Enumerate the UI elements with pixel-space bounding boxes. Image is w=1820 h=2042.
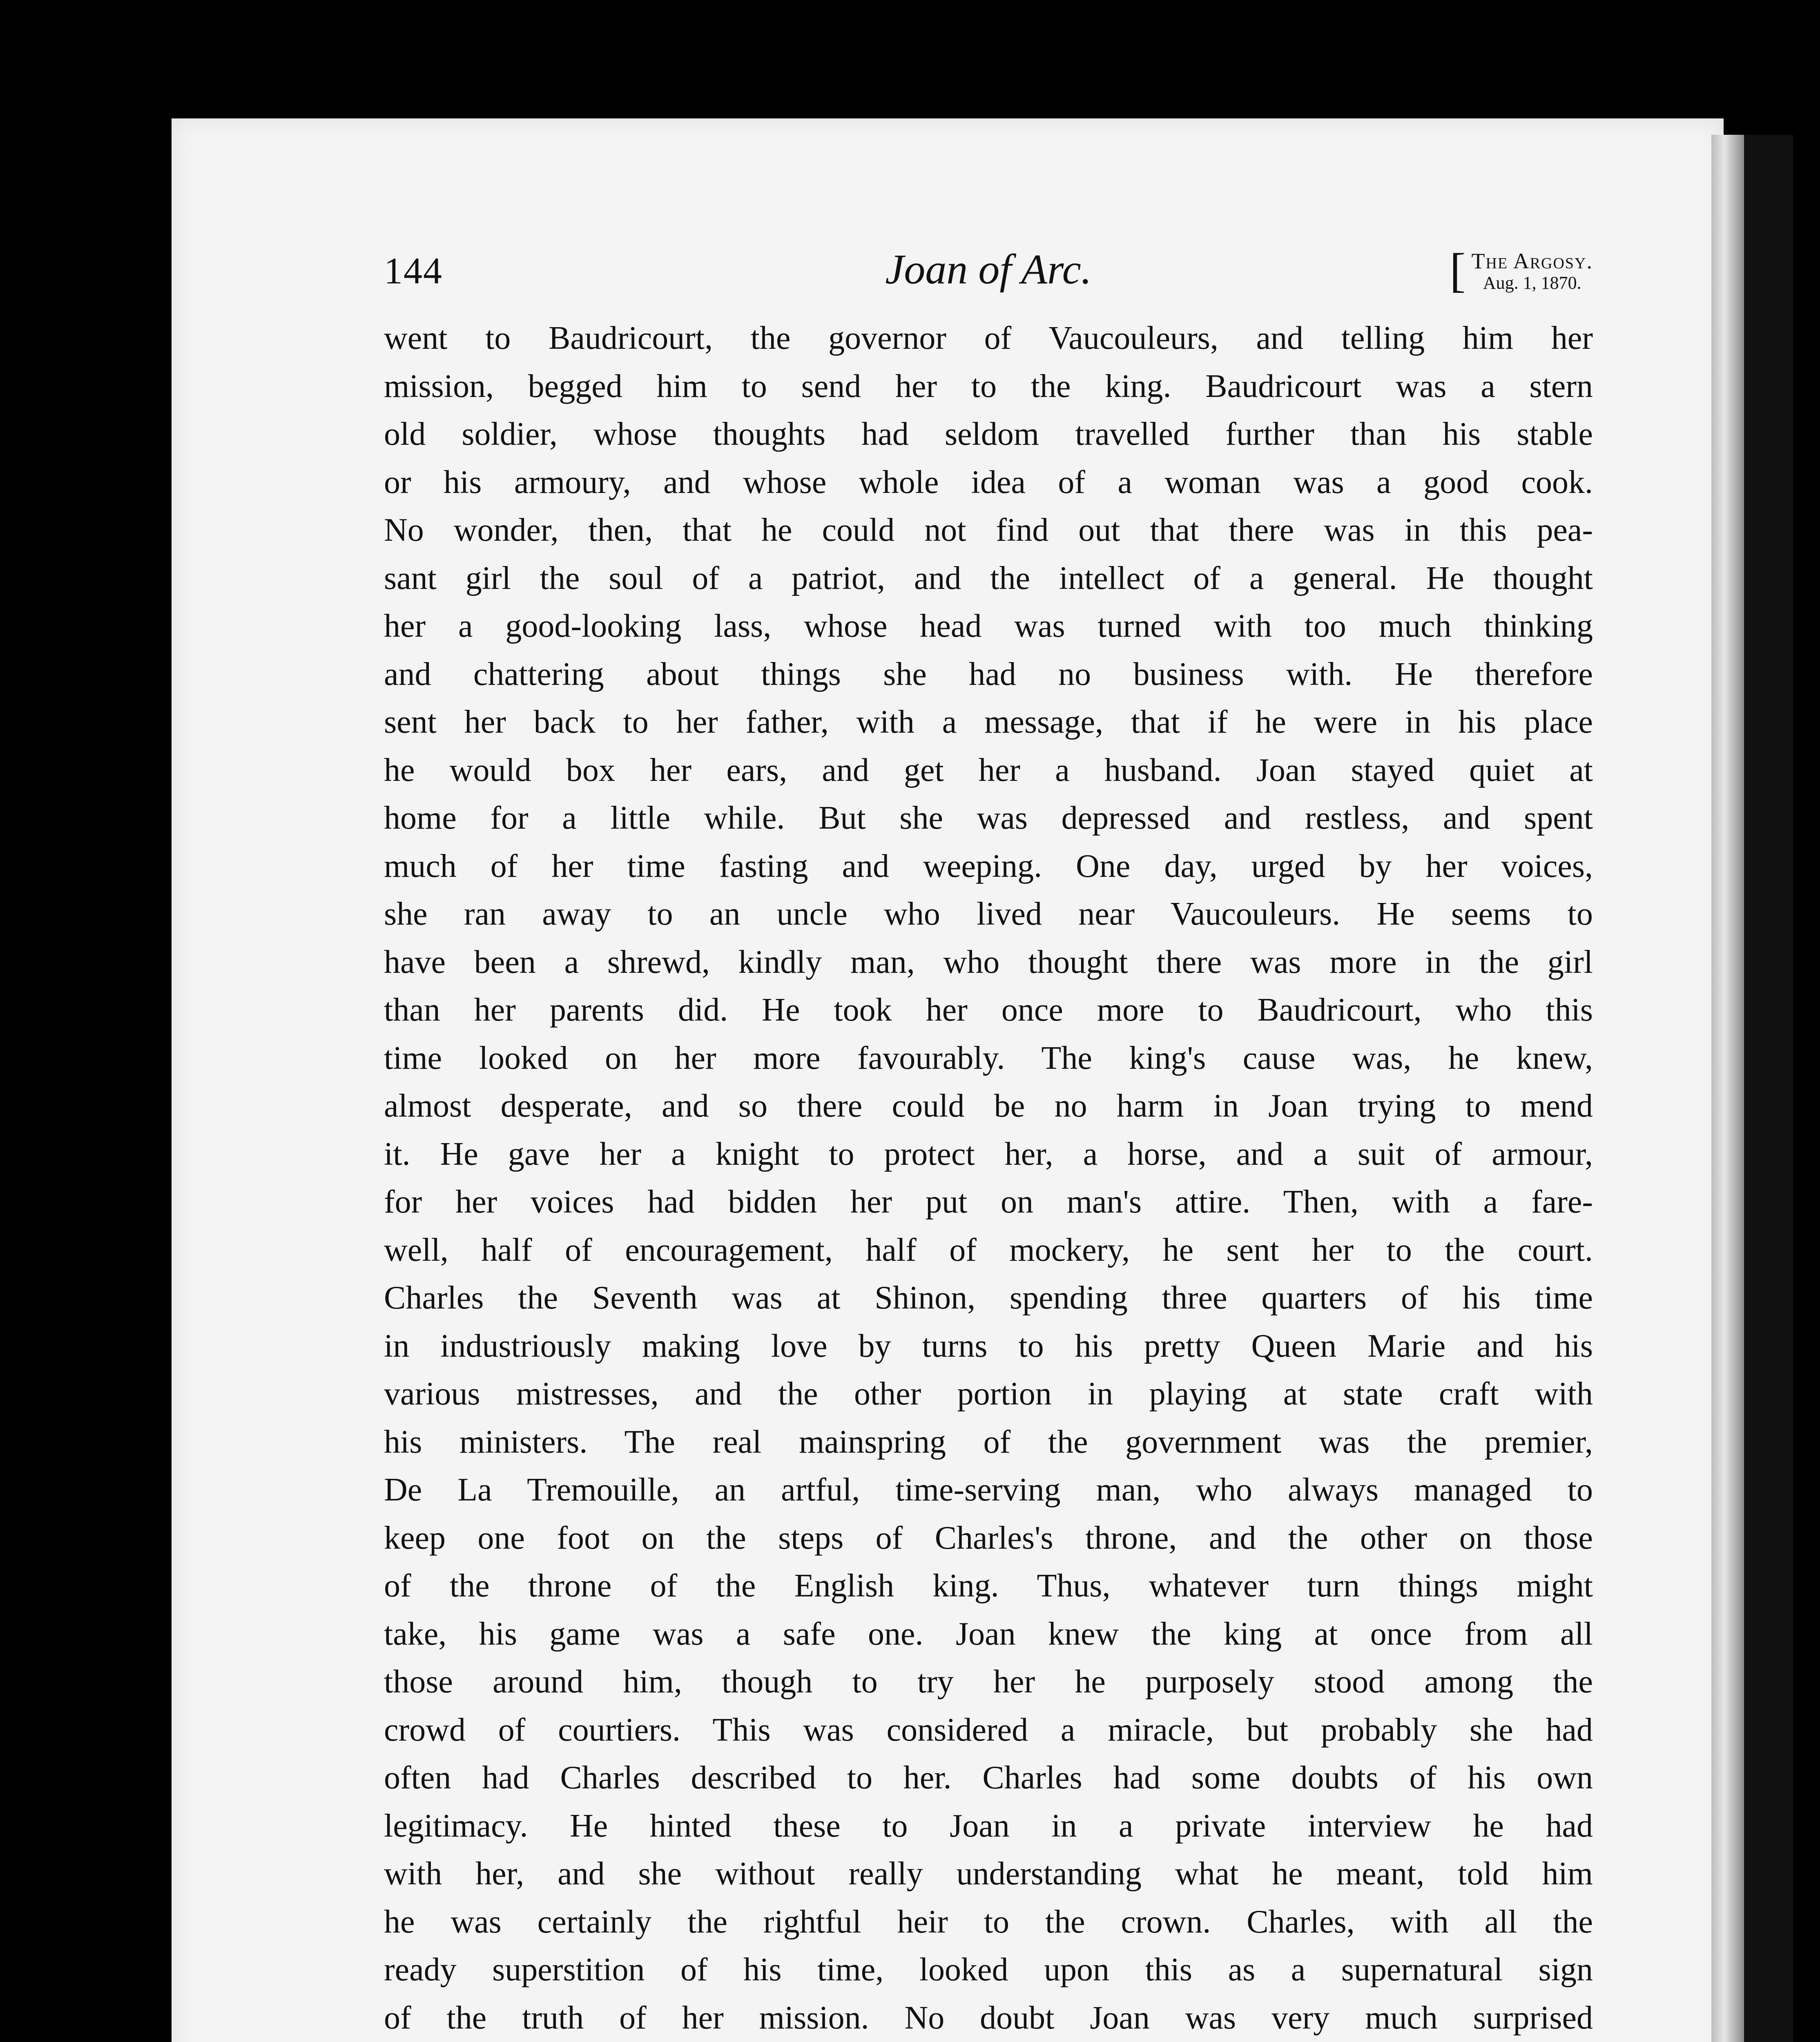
text-line: old soldier, whose thoughts had seldom travelled further than his stable	[384, 416, 1593, 452]
publication-date: Aug. 1, 1870.	[1483, 273, 1581, 293]
text-line: almost desperate, and so there could be no harm in Joan trying to mend	[384, 1088, 1593, 1124]
publication-citation	[1450, 243, 1593, 297]
text-line: for her voices had bidden her put on man's attire. Then, with a fare-	[384, 1184, 1593, 1220]
text-line: he was certainly the rightful heir to the crown. Charles, with all the	[384, 1904, 1593, 1940]
body-text	[384, 314, 1593, 2042]
text-line: keep one foot on the steps of Charles's throne, and the other on those	[384, 1520, 1593, 1556]
text-line: have been a shrewd, kindly man, who thought there was more in the girl	[384, 944, 1593, 980]
text-line: De La Tremouille, an artful, time-serving man, who always managed to	[384, 1472, 1593, 1508]
text-line: much of her time fasting and weeping. One day, urged by her voices,	[384, 848, 1593, 884]
citation-lines	[1472, 249, 1593, 293]
running-title: Joan of Arc.	[885, 246, 1092, 293]
text-line: take, his game was a safe one. Joan knew the king at once from all	[384, 1616, 1593, 1652]
page-edge	[1711, 135, 1744, 2042]
text-line: sent her back to her father, with a message, that if he were in his place	[384, 704, 1593, 740]
text-line: he would box her ears, and get her a husband. Joan stayed quiet at	[384, 752, 1593, 788]
text-line: or his armoury, and whose whole idea of a woman was a good cook.	[384, 464, 1593, 500]
text-line: went to Baudricourt, the governor of Vaucouleurs, and telling him her	[384, 320, 1593, 356]
text-line: sant girl the soul of a patriot, and the intellect of a general. He thought	[384, 560, 1593, 596]
text-line: she ran away to an uncle who lived near Vaucouleurs. He seems to	[384, 896, 1593, 932]
running-header	[384, 241, 1593, 302]
publication-name: The Argosy.	[1471, 249, 1593, 273]
citation-bracket: [	[1450, 243, 1466, 297]
text-line: those around him, though to try her he purposely stood among the	[384, 1664, 1593, 1700]
text-line: and chattering about things she had no business with. He therefore	[384, 656, 1593, 692]
text-line: ready superstition of his time, looked upon this as a supernatural sign	[384, 1952, 1593, 1988]
text-line: her a good-looking lass, whose head was turned with too much thinking	[384, 608, 1593, 644]
text-line: his ministers. The real mainspring of the government was the premier,	[384, 1424, 1593, 1460]
page-number: 144	[384, 250, 443, 292]
text-line: in industriously making love by turns to his pretty Queen Marie and his	[384, 1328, 1593, 1364]
text-line: of the throne of the English king. Thus, whatever turn things might	[384, 1568, 1593, 1604]
text-line: legitimacy. He hinted these to Joan in a private interview he had	[384, 1808, 1593, 1844]
text-line: time looked on her more favourably. The king's cause was, he knew,	[384, 1040, 1593, 1076]
text-line: various mistresses, and the other portion in playing at state craft with	[384, 1376, 1593, 1412]
text-line: than her parents did. He took her once more to Baudricourt, who this	[384, 992, 1593, 1028]
text-line: mission, begged him to send her to the king. Baudricourt was a stern	[384, 368, 1593, 404]
text-line: crowd of courtiers. This was considered a miracle, but probably she had	[384, 1712, 1593, 1748]
text-line: it. He gave her a knight to protect her, a horse, and a suit of armour,	[384, 1136, 1593, 1172]
text-line: No wonder, then, that he could not find out that there was in this pea-	[384, 512, 1593, 548]
text-line: home for a little while. But she was depressed and restless, and spent	[384, 800, 1593, 836]
text-line: often had Charles described to her. Charles had some doubts of his own	[384, 1760, 1593, 1796]
text-line: of the truth of her mission. No doubt Joan was very much surprised	[384, 2000, 1593, 2036]
text-line: Charles the Seventh was at Shinon, spending three quarters of his time	[384, 1280, 1593, 1316]
book-gutter	[1744, 135, 1793, 2042]
text-line: with her, and she without really understanding what he meant, told him	[384, 1856, 1593, 1892]
text-line: well, half of encouragement, half of mockery, he sent her to the court.	[384, 1232, 1593, 1268]
